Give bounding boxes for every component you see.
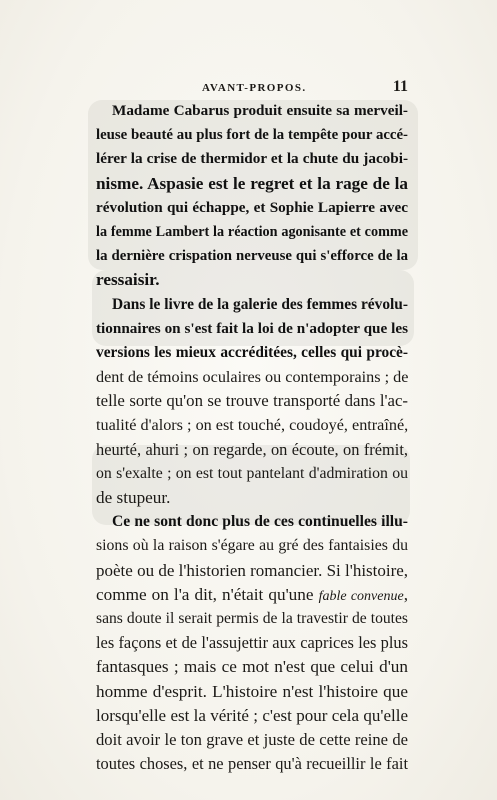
text-line-segment: , (403, 584, 408, 604)
text-line: dent de témoins oculaires ou contemporains ; de (96, 368, 408, 387)
text-line: poète ou de l'historien romancier. Si l'histoire, (96, 560, 408, 580)
text-line: telle sorte qu'on se trouve transporté dans l'ac- (96, 391, 408, 411)
text-line: on s'exalte ; on est tout pantelant d'admiration ou (96, 464, 408, 482)
text-line: la femme Lambert la réaction agonisante et comme (96, 223, 408, 240)
text-line: doit avoir le ton grave et juste de cette reine de (96, 729, 408, 749)
text-line: la dernière crispation nerveuse qui s'efforce de la (96, 248, 408, 265)
text-line: lérer la crise de thermidor et la chute du jacobi- (96, 150, 408, 168)
text-line: les façons et de l'assujettir aux caprices les plus (96, 633, 408, 653)
text-line: Dans le livre de la galerie des femmes révolu- (112, 295, 408, 313)
text-line: révolution qui échappe, et Sophie Lapierre avec (96, 198, 408, 216)
body-text (96, 99, 408, 776)
text-line: fantasques ; mais ce mot n'est que celui d'un (96, 657, 408, 677)
text-line: sans doute il serait permis de la travestir de toutes (96, 609, 408, 627)
text-line: Ce ne sont donc plus de ces continuelles illu- (112, 513, 408, 531)
text-line: Madame Cabarus produit ensuite sa merveil- (112, 102, 408, 119)
page-number: 11 (392, 78, 408, 95)
text-line: tualité d'alors ; on est touché, coudoyé, entraîné, (96, 416, 408, 435)
running-head: AVANT-PROPOS. (202, 82, 307, 94)
text-line (96, 583, 408, 607)
text-line: homme d'esprit. L'histoire n'est l'histoire que (96, 681, 408, 701)
text-line: de stupeur. (96, 488, 171, 507)
text-line-segment: comme on l'a dit, n'était qu'une (96, 584, 319, 604)
text-line: heurté, ahuri ; on regarde, on écoute, on frémit, (96, 439, 408, 459)
text-line: leuse beauté au plus fort de la tempête pour accé- (96, 127, 408, 144)
text-line: sions où la raison s'égare au gré des fantaisies du (96, 537, 408, 555)
text-line: ressaisir. (96, 270, 160, 290)
italic-phrase: fable convenue (318, 588, 404, 604)
text-line: tionnaires on s'est fait la loi de n'adopter que les (96, 319, 408, 337)
text-line: versions les mieux accréditées, celles qui procè- (96, 343, 408, 361)
text-line: lorsqu'elle est la vérité ; c'est pour cela qu'elle (96, 705, 408, 725)
page-header (96, 78, 408, 98)
text-line: toutes choses, et ne penser qu'à recueillir le fait (96, 754, 408, 774)
text-line: nisme. Aspasie est le regret et la rage de la (96, 173, 408, 193)
